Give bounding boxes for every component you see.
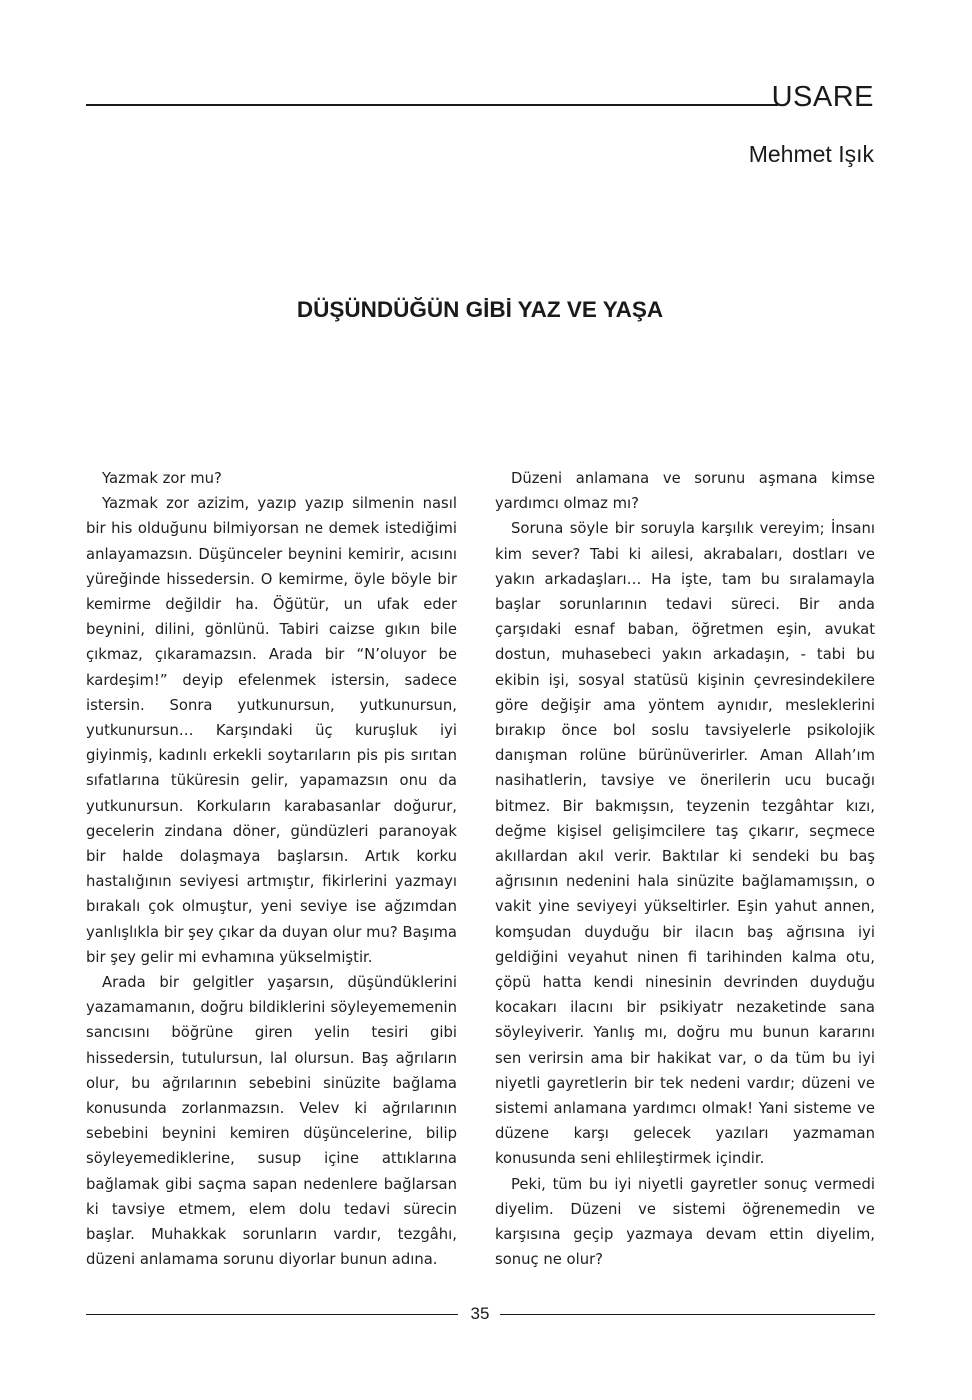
paragraph: Soruna söyle bir soruyla karşılık vereyim; İnsanı kim sever? Tabi ki ailesi, akrabaları, dostları ve yakın arkadaşları… Ha işte, tam bu sıralamayla başlar sorunlarının tedavi süreci. Bir anda çarşıdaki esnaf baban, öğretmen eşin, avukat dostun, muhasebeci yakın arkadaşın, - tabi bu ekibin işi, sosyal statüsü kişinin çevresindekilere göre değişir ama yöntem aynıdır, mesleklerini bırakıp önce bol soslu tavsiyelerle psikolojik danışman rolüne bürünüverirler. Aman Allah’ım nasihatlerin, tavsiye ve önerilerin ucu bucağı bitmez. Bir bakmışsın, teyzenin tezgâhtar kızı, değme kişisel gelişimcilere taş çıkarır, seçmece akıllardan akıl verir. Baktılar ki sendeki bu baş ağrısının nedenini hala sinüzite bağlamamışsın, o vakit yine seviyeyi yükseltirler. Eşin yahut annen, komşudan duyduğu bir ilacın baş ağrısına iyi geldiğini veyahut ninen fi tarihinden kalma otu, çöpü hatta kendi ninesinin devrinden duyduğu kocakarı ilacını bir psikiyatr nezaketinde sana söyleyiverir. Yanlış mı, doğru mu bunun kararını sen verirsin ama bir hakikat var, o da tüm bu iyi niyetli gayretlerin bir tek nedeni vardır; düzeni ve sistemi anlamana yardımcı olmak! Yani sisteme ve düzene karşı gelecek yazıları yazmaman konusunda seni ehlileştirmek içindir.	[495, 520, 875, 1168]
footer-rule-left	[86, 1314, 458, 1315]
left-column	[86, 466, 457, 1273]
article-title: DÜŞÜNDÜĞÜN GİBİ YAZ VE YAŞA	[296, 297, 664, 322]
right-column	[495, 466, 875, 1273]
paragraph: Yazmak zor mu?	[102, 470, 222, 487]
paragraph: Arada bir gelgitler yaşarsın, düşündüklerini yazamamanın, doğru bildiklerini söyleyememenin sancısını böğrüne giren yelin tesiri gibi hissedersin, tutulursun, lal olursun. Baş ağrıların olur, bu ağrılarının sebebini sinüzite bağlama konusunda zorlanmazsın. Velev ki ağrılarının sebebini beynini kemiren düşüncelerine, bilip söyleyemediklerine, susup içine attıklarına bağlamak gibi saçma sapan nedenlere bağlarsan ki tavsiye etmem, elem dolu tedavi sürecin başlar. Muhakkak sorunların vardır, tezgâhı, düzeni anlamama sorunu diyorlar bunun adına.	[86, 974, 457, 1269]
page-number: 35	[470, 1304, 490, 1323]
section-name: USARE	[771, 81, 874, 113]
paragraph: Düzeni anlamana ve sorunu aşmana kimse yardımcı olmaz mı?	[495, 470, 875, 513]
header-rule	[86, 104, 778, 106]
author-name: Mehmet Işık	[748, 141, 874, 167]
paragraph: Peki, tüm bu iyi niyetli gayretler sonuç vermedi diyelim. Düzeni ve sistemi öğrenemedin ve karşısına geçip yazmaya devam ettin diyelim, sonuç ne olur?	[495, 1175, 875, 1269]
footer-rule-right	[500, 1314, 875, 1315]
paragraph: Yazmak zor azizim, yazıp yazıp silmenin nasıl bir his olduğunu bilmiyorsan ne demek istediğimi anlayamazsın. Düşünceler beynini kemirir, acısını yüreğinde hissedersin. O kemirme, öyle böyle bir kemirme değildir ha. Öğütür, un ufak eder beynini, dilini, gönlünü. Tabiri caizse gıkın bile çıkmaz, çıkaramazsın. Arada bir “N’oluyor be kardeşim!” deyip efelenmek istersin, sadece istersin. Sonra yutkunursun, yutkunursun, yutkunursun… Karşındaki üç kuruşluk iyi giyinmiş, kadınlı erkekli soytarıların pis pis sırıtan sıfatlarına tüküresin gelir, yapamazsın onu da yutkunursun. Korkuların karabasanlar doğurur, gecelerin zindana döner, gündüzleri paranoyak bir halde dolaşmaya başlarsın. Artık korku hastalığının seviyesi artmıştır, fikirlerini yazmayı bırakalı çok olmuştur, yeni seviye ise ağzımdan yanlışlıkla bir şey çıkar da duyan olur mu? Başıma bir şey gelir mi evhamına yükselmiştir.	[86, 495, 457, 966]
